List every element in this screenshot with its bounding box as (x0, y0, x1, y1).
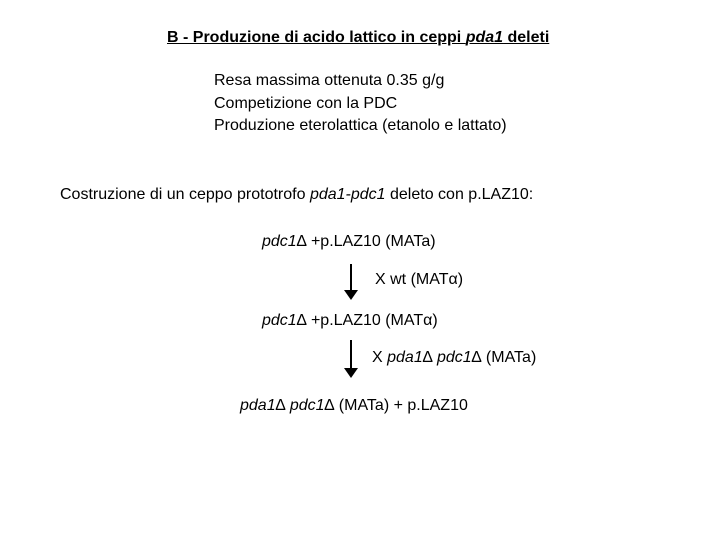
delta-symbol: ∆ (324, 397, 335, 414)
delta-symbol: ∆ (275, 397, 286, 414)
construction-suffix: deleto con p.LAZ10: (385, 186, 534, 203)
gene-name: pdc1 (436, 349, 472, 366)
cross-step-1: X wt (MATα) (375, 271, 464, 288)
strain-detail: +p.LAZ10 (MATa) (306, 233, 436, 250)
gene-name: pda1 (240, 397, 276, 414)
construction-prefix: Costruzione di un ceppo prototrofo (60, 186, 310, 203)
gene-name: pdc1 (262, 233, 297, 250)
gene-name: pdc1 (262, 312, 297, 329)
cross-prefix: X (372, 349, 388, 366)
down-arrow-1 (350, 264, 352, 292)
title-gene: pda1 (465, 29, 504, 46)
construction-gene: pda1-pdc1 (309, 186, 386, 203)
bullet-3: Produzione eterolattica (etanolo e lattato) (214, 117, 507, 134)
strain-detail: (MATa) (481, 349, 537, 366)
delta-symbol: ∆ (296, 233, 307, 250)
bullet-1: Resa massima ottenuta 0.35 g/g (214, 72, 445, 89)
delta-symbol: ∆ (422, 349, 433, 366)
down-arrow-2 (350, 340, 352, 370)
strain-detail: +p.LAZ10 (MATα) (306, 312, 438, 329)
strain-step-1 (262, 232, 436, 252)
slide-title (167, 28, 549, 48)
strain-detail: (MATa) + p.LAZ10 (334, 397, 468, 414)
delta-symbol: ∆ (471, 349, 482, 366)
gene-name: pda1 (387, 349, 423, 366)
delta-symbol: ∆ (296, 312, 307, 329)
bullet-2: Competizione con la PDC (214, 95, 398, 112)
strain-step-2 (262, 311, 438, 331)
title-prefix: B - Produzione di acido lattico in ceppi (167, 29, 466, 46)
gene-name: pdc1 (289, 397, 325, 414)
title-suffix: deleti (503, 29, 550, 46)
cross-step-2 (372, 348, 536, 368)
strain-step-3 (240, 396, 468, 416)
construction-heading (60, 185, 533, 205)
